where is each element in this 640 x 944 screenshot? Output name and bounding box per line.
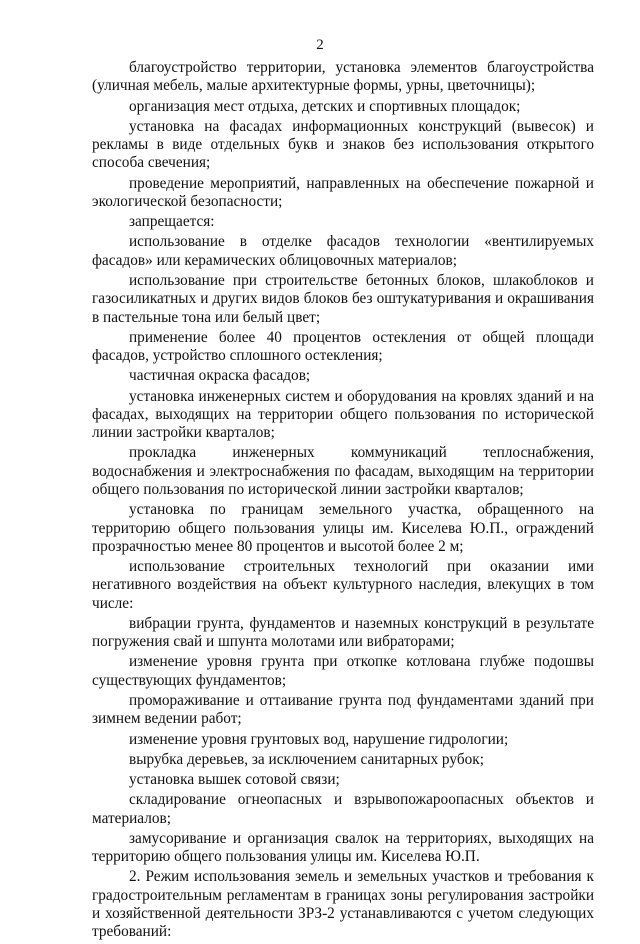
paragraph: использование в отделке фасадов технологии «вентилируемых фасадов» или керамических облицовочных материалов;	[92, 233, 594, 269]
paragraph: складирование огнеопасных и взрывопожароопасных объектов и материалов;	[92, 791, 594, 827]
paragraph: вырубка деревьев, за исключением санитарных рубок;	[129, 750, 484, 768]
paragraph: применение более 40 процентов остекления от общей площади фасадов, устройство сплошного остекления;	[92, 328, 594, 365]
document-body	[92, 59, 594, 944]
paragraph: вибрации грунта, фундаментов и наземных конструкций в результате погружения свай и шпунта молотами или вибраторами;	[92, 614, 594, 651]
paragraph: запрещается:	[129, 213, 215, 231]
paragraph: прокладка инженерных коммуникаций теплоснабжения, водоснабжения и электроснабжения по фасадам, выходящим на территории общего пользования по исторической линии застройки кварталов;	[92, 444, 594, 498]
paragraph: использование строительных технологий при оказании ими негативного воздействия на объект культурного наследия, влекущих в том числе:	[92, 558, 594, 612]
paragraph: проведение мероприятий, направленных на обеспечение пожарной и экологической безопасности;	[92, 174, 594, 210]
paragraph: установка на фасадах информационных конструкций (вывесок) и рекламы в виде отдельных букв и знаков без использования открытого способа свечения;	[92, 117, 594, 172]
paragraph: установка по границам земельного участка, обращенного на территорию общего пользования улицы им. Киселева Ю.П., ограждений прозрачностью менее 80 процентов и высотой более 2 м;	[92, 501, 594, 555]
paragraph: изменение уровня грунта при откопке котлована глубже подошвы существующих фундаментов;	[92, 653, 594, 689]
paragraph: благоустройство территории, установка элементов благоустройства (уличная мебель, малые архитектурные формы, урны, цветочницы);	[92, 59, 594, 95]
paragraph: замусоривание и организация свалок на территориях, выходящих на территорию общего пользования улицы им. Киселева Ю.П.	[92, 829, 594, 866]
page-number: 2	[316, 37, 324, 53]
paragraph: промораживание и оттаивание грунта под фундаментами зданий при зимнем ведении работ;	[92, 691, 594, 728]
paragraph: организация мест отдыха, детских и спортивных площадок;	[129, 97, 521, 115]
paragraph: установка инженерных систем и оборудования на кровлях зданий и на фасадах, выходящих на территории общего пользования по исторической линии застройки кварталов;	[92, 387, 594, 442]
paragraph: 2. Режим использования земель и земельных участков и требования к градостроительным регламентам в границах зоны регулирования застройки и хозяйственной деятельности ЗРЗ-2 устанавливаются с учетом следующих требований:	[92, 868, 594, 941]
paragraph: частичная окраска фасадов;	[129, 367, 311, 385]
paragraph: использование при строительстве бетонных блоков, шлакоблоков и газосиликатных и других видов блоков без оштукатуривания и окрашивания в пастельные тона или белый цвет;	[92, 272, 594, 326]
paragraph: установка вышек сотовой связи;	[129, 771, 340, 789]
paragraph: изменение уровня грунтовых вод, нарушение гидрологии;	[129, 730, 509, 748]
